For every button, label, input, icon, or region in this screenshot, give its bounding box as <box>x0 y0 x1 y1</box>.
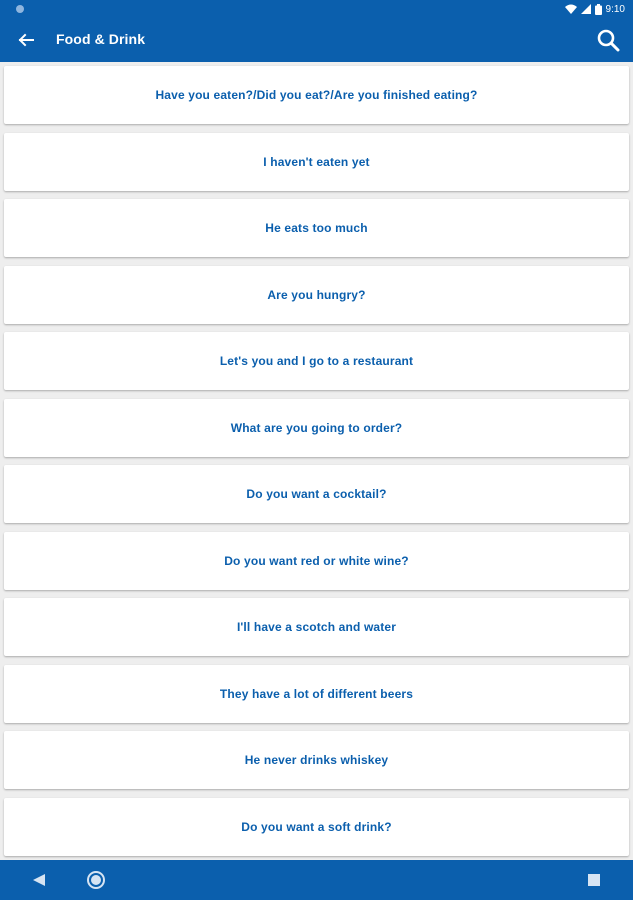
phrase-label: He eats too much <box>265 221 368 235</box>
back-button[interactable] <box>12 28 40 52</box>
status-indicators <box>565 2 625 16</box>
phrase-label: Are you hungry? <box>267 287 366 302</box>
phrase-label: Let's you and I go to a restaurant <box>219 354 414 368</box>
phrase-label: Do you want red or white wine? <box>224 553 409 568</box>
status-time: 9:10 <box>605 3 625 15</box>
phrase-card[interactable] <box>4 133 629 191</box>
phrase-card[interactable] <box>4 66 629 124</box>
status-bar <box>0 0 633 18</box>
app-bar <box>0 18 633 62</box>
phrase-label: Do you want a cocktail? <box>246 487 387 501</box>
navigation-bar <box>0 860 633 900</box>
phrase-label: Do you want a soft drink? <box>241 819 392 834</box>
nav-home-icon[interactable] <box>86 870 106 890</box>
page-title: Food & Drink <box>56 31 146 47</box>
phrase-card[interactable] <box>4 665 629 723</box>
phrase-card[interactable] <box>4 332 629 390</box>
phrase-list[interactable] <box>0 62 633 860</box>
phrase-label: I'll have a scotch and water <box>236 620 397 634</box>
notification-icon <box>16 5 24 13</box>
phrase-card[interactable] <box>4 731 629 789</box>
phrase-card[interactable] <box>4 532 629 590</box>
phrase-label: What are you going to order? <box>230 420 403 435</box>
arrow-back-icon <box>18 32 34 48</box>
phrase-card[interactable] <box>4 465 629 523</box>
nav-recent-icon[interactable] <box>587 873 601 887</box>
phrase-label: I haven't eaten yet <box>263 154 370 169</box>
phrase-label: He never drinks whiskey <box>244 753 389 767</box>
phrase-card[interactable] <box>4 798 629 856</box>
phrase-card[interactable] <box>4 266 629 324</box>
search-icon <box>596 28 620 52</box>
phrase-card[interactable] <box>4 598 629 656</box>
nav-back-icon[interactable] <box>30 872 48 888</box>
phrase-card[interactable] <box>4 399 629 457</box>
phrase-label: Have you eaten?/Did you eat?/Are you finished eating? <box>155 88 478 102</box>
battery-icon <box>595 4 602 15</box>
phrase-card[interactable] <box>4 199 629 257</box>
signal-icon <box>581 4 591 14</box>
search-button[interactable] <box>595 27 621 53</box>
phrase-label: They have a lot of different beers <box>219 686 414 701</box>
wifi-icon <box>565 4 577 14</box>
